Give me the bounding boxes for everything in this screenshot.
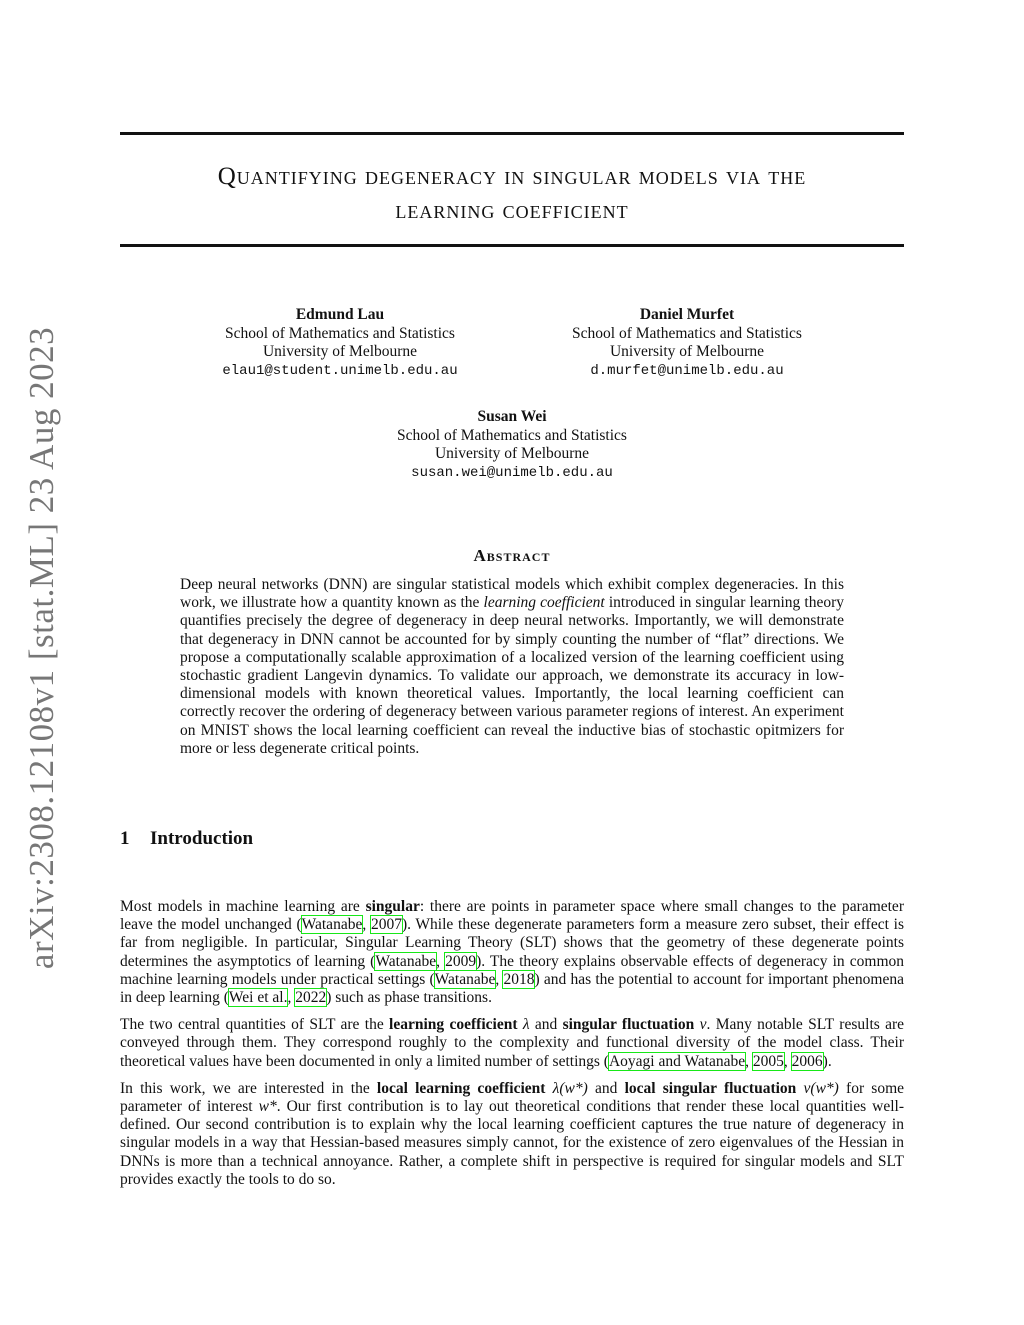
text-run: ) such as phase transitions.	[326, 989, 492, 1007]
citation-link[interactable]: Watanabe	[375, 952, 437, 970]
author-block-3	[372, 408, 652, 482]
author-university: University of Melbourne	[609, 343, 765, 360]
title-line-2: learning coefficient	[395, 197, 629, 224]
math-symbol: w*	[258, 1098, 277, 1116]
text-run: ) and has the potential to account for important phenomena in deep learning (	[120, 970, 904, 1007]
text-run: and	[587, 1079, 625, 1097]
paragraph-1: Most models in machine learning are singular: there are points in parameter space where small changes to the parameter leave the model unchanged (Watanabe, 2007). While these degenerate parameters form a measure zero subset, their effect is far from negligible. In particular, Singular Learning Theory (SLT) shows that the geometry of these degenerate points determines the asymptotics of learning (Watanabe, 2009). The theory explains observable effects of degeneracy in common machine learning models under practical settings (Watanabe, 2018) and has the potential to account for important phenomena in deep learning (Wei et al., 2022) such as phase transitions.	[120, 898, 905, 1007]
abstract-body	[180, 576, 844, 758]
bold-term: singular fluctuation	[562, 1016, 695, 1034]
citation-year-link[interactable]: 2005	[752, 1052, 784, 1070]
text-run: . Our first contribution is to lay out theoretical conditions that render these local quantities well-defined. Our second contribution is to explain why the local learning coefficient captures the true nature of degeneracy in singular models in a way that Hessian-based measures simply cannot, for the existence of zero eigenvalues of the Hessian in DNNs is more than a technical annoyance. Rather, a complete shift in perspective is required for singular models and SLT provides exactly the tools to do so.	[120, 1098, 904, 1188]
author-name: Daniel Murfet	[639, 306, 735, 323]
author-affiliation: School of Mathematics and Statistics	[225, 324, 455, 342]
paragraph-3	[120, 1080, 904, 1189]
abstract-text: Deep neural networks (DNN) are singular statistical models which exhibit complex degeneracies. In this work, we illustrate how a quantity known as the	[180, 576, 844, 612]
text-run: Most models in machine learning are	[120, 898, 366, 915]
paragraph-2: The two central quantities of SLT are the learning coefficient λ and singular fluctuation ν. Many notable SLT results are conveyed through them. They correspond roughly to the complexity and functional diversity of the model class. Their theoretical values have been documented in only a limited number of settings (Aoyagi and Watanabe, 2005, 2006).	[120, 1016, 905, 1070]
author-university: University of Melbourne	[434, 445, 590, 462]
author-university: University of Melbourne	[262, 343, 418, 360]
text-run: In this work, we are interested in the	[120, 1079, 377, 1097]
title-top-rule	[120, 132, 904, 135]
bold-term: learning coefficient	[389, 1016, 518, 1034]
text-run: The two central quantities of SLT are the	[120, 1016, 390, 1034]
abstract-heading: Abstract	[473, 546, 551, 565]
section-heading-introduction	[120, 828, 253, 850]
abstract-text: introduced in singular learning theory quantifies precisely the degree of degeneracy in deep neural networks. Importantly, we will demonstrate that degeneracy in DNN cannot be accounted for by simply counting the number of “flat” directions. We propose a computationally scalable approximation of a localized version of the learning coefficient using stochastic gradient Langevin dynamics. To validate our approach, we demonstrate its accuracy in low-dimensional models with known theoretical values. Importantly, the local learning coefficient can correctly recover the ordering of degeneracy between various parameter regions of interest. An experiment on MNIST shows the local learning coefficient can reveal the inductive bias of stochastic opitmizers for more or less degenerate critical points.	[180, 594, 844, 757]
citation-year-link[interactable]: 2018	[503, 970, 535, 988]
author-block-1	[197, 306, 483, 380]
math-symbol: ν	[699, 1016, 707, 1034]
citation-year-link[interactable]: 2006	[791, 1052, 823, 1070]
author-block-2	[546, 306, 828, 380]
citation-link[interactable]: Wei et al.	[228, 989, 288, 1007]
bold-term: local learning coefficient	[376, 1079, 546, 1097]
text-run: : there are points in parameter space where small changes to the parameter leave the model unchanged (	[120, 898, 904, 934]
text-run: and	[529, 1016, 563, 1034]
author-name: Edmund Lau	[295, 306, 385, 323]
citation-year-link[interactable]: 2022	[295, 989, 327, 1007]
bold-term: local singular fluctuation	[624, 1079, 797, 1097]
author-email[interactable]: d.murfet@unimelb.edu.au	[590, 362, 784, 379]
author-affiliation: School of Mathematics and Statistics	[572, 324, 802, 342]
section-number: 1	[120, 828, 130, 849]
math-symbol: λ	[522, 1016, 530, 1034]
citation-year-link[interactable]: 2009	[445, 952, 477, 970]
text-run: . Many notable SLT results are conveyed through them. They correspond roughly to the complexity and functional diversity of the model class. Their theoretical values have been documented in only a limited number of settings (	[120, 1016, 905, 1070]
section-title: Introduction	[150, 828, 254, 849]
math-symbol: λ(w*)	[552, 1079, 588, 1097]
author-email[interactable]: susan.wei@unimelb.edu.au	[411, 464, 613, 481]
text-run: ).	[822, 1052, 832, 1070]
bold-term: singular	[365, 898, 420, 915]
author-name: Susan Wei	[477, 408, 547, 425]
text-run: ). While these degenerate parameters form a measure zero subset, their effect is far from negligible. In particular, Singular Learning Theory (SLT) shows that the geometry of these degenerate points determines the asymptotics of learning (	[120, 916, 904, 970]
author-email[interactable]: elau1@student.unimelb.edu.au	[222, 362, 458, 379]
title-line-1: Quantifying degeneracy in singular models via the	[217, 163, 807, 190]
author-affiliation: School of Mathematics and Statistics	[397, 426, 627, 444]
arxiv-identifier-stamp: arXiv:2308.12108v1 [stat.ML] 23 Aug 2023	[22, 326, 61, 970]
paper-title	[120, 160, 904, 228]
citation-link[interactable]: Aoyagi and Watanabe	[608, 1052, 746, 1070]
text-run: ). The theory explains observable effects of degeneracy in common machine learning models under practical settings (	[120, 952, 905, 988]
title-bottom-rule	[120, 244, 904, 247]
abstract-emphasis: learning coefficient	[483, 594, 605, 612]
introduction-body	[120, 898, 904, 1198]
text-run: for some parameter of interest	[120, 1079, 905, 1116]
math-symbol: ν(w*)	[803, 1079, 839, 1097]
citation-year-link[interactable]: 2007	[370, 916, 402, 934]
citation-link[interactable]: Watanabe	[301, 916, 363, 934]
citation-link[interactable]: Watanabe	[434, 970, 496, 988]
